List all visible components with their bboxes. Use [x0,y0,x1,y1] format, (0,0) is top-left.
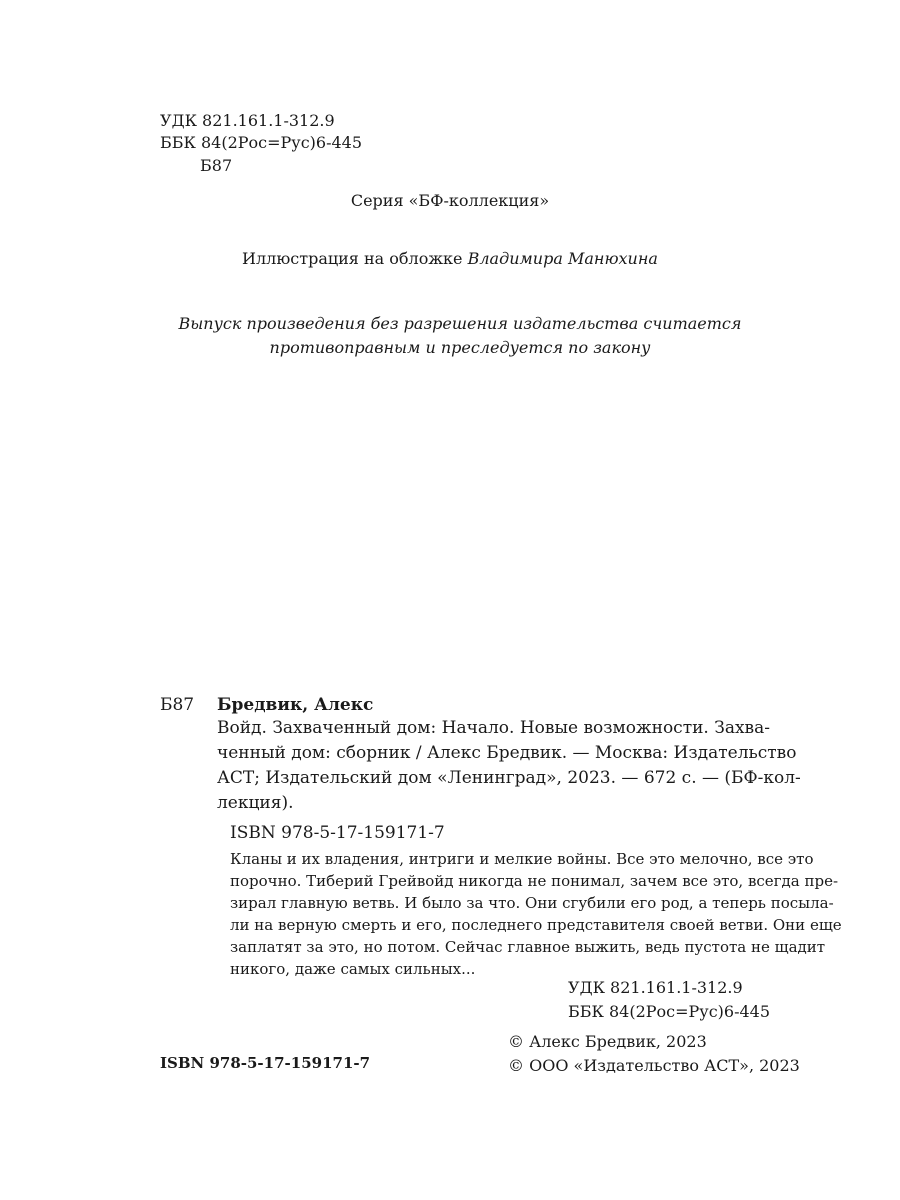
annotation-line: зирал главную ветвь. И было за что. Они сгубили его род, а теперь посыла- [230,894,834,912]
biblio-line: лекция). [217,793,294,813]
copyright-block [508,1030,800,1078]
illustration-credit [0,248,900,270]
bbk-code: ББК 84(2Рос=Рус)6-445 [160,133,363,152]
biblio-line: АСТ; Издательский дом «Ленинград», 2023. — 672 с. — (БФ-кол- [217,768,801,788]
annotation-line: заплатят за это, но потом. Сейчас главное выжить, ведь пустота не щадит [230,938,826,956]
illustration-artist: Владимира Манюхина [467,249,658,268]
footer-udk-code: УДК 821.161.1-312.9 [568,978,743,997]
warning-line: Выпуск произведения без разрешения издательства считается [178,314,742,333]
author-sign: Б87 [200,156,233,175]
illustration-prefix: Иллюстрация на обложке [242,249,468,268]
footer-isbn: ISBN 978-5-17-159171-7 [160,1054,371,1072]
record-author: Бредвик, Алекс [217,695,374,715]
annotation-line: никого, даже самых сильных... [230,960,476,978]
bibliographic-description [217,716,801,816]
record-author-sign: Б87 [160,695,195,715]
copyright-warning [0,312,900,360]
biblio-line: ченный дом: сборник / Алекс Бредвик. — Москва: Издательство [217,743,797,763]
annotation-line: ли на верную смерть и его, последнего представителя своей ветви. Они еще [230,916,842,934]
biblio-line: Войд. Захваченный дом: Начало. Новые возможности. Захва- [217,718,771,738]
footer-bbk-code: ББК 84(2Рос=Рус)6-445 [568,1002,771,1021]
annotation-line: Кланы и их владения, интриги и мелкие войны. Все это мелочно, все это [230,850,814,868]
copyright-line: © ООО «Издательство АСТ», 2023 [508,1056,800,1075]
annotation-line: порочно. Тиберий Грейвойд никогда не понимал, зачем все это, всегда пре- [230,872,839,890]
warning-line: противоправным и преследуется по закону [269,338,651,357]
record-isbn: ISBN 978-5-17-159171-7 [230,823,445,843]
udk-code: УДК 821.161.1-312.9 [160,111,335,130]
copyright-line: © Алекс Бредвик, 2023 [508,1032,707,1051]
annotation [230,848,842,980]
series-title: Серия «БФ-коллекция» [350,191,550,210]
